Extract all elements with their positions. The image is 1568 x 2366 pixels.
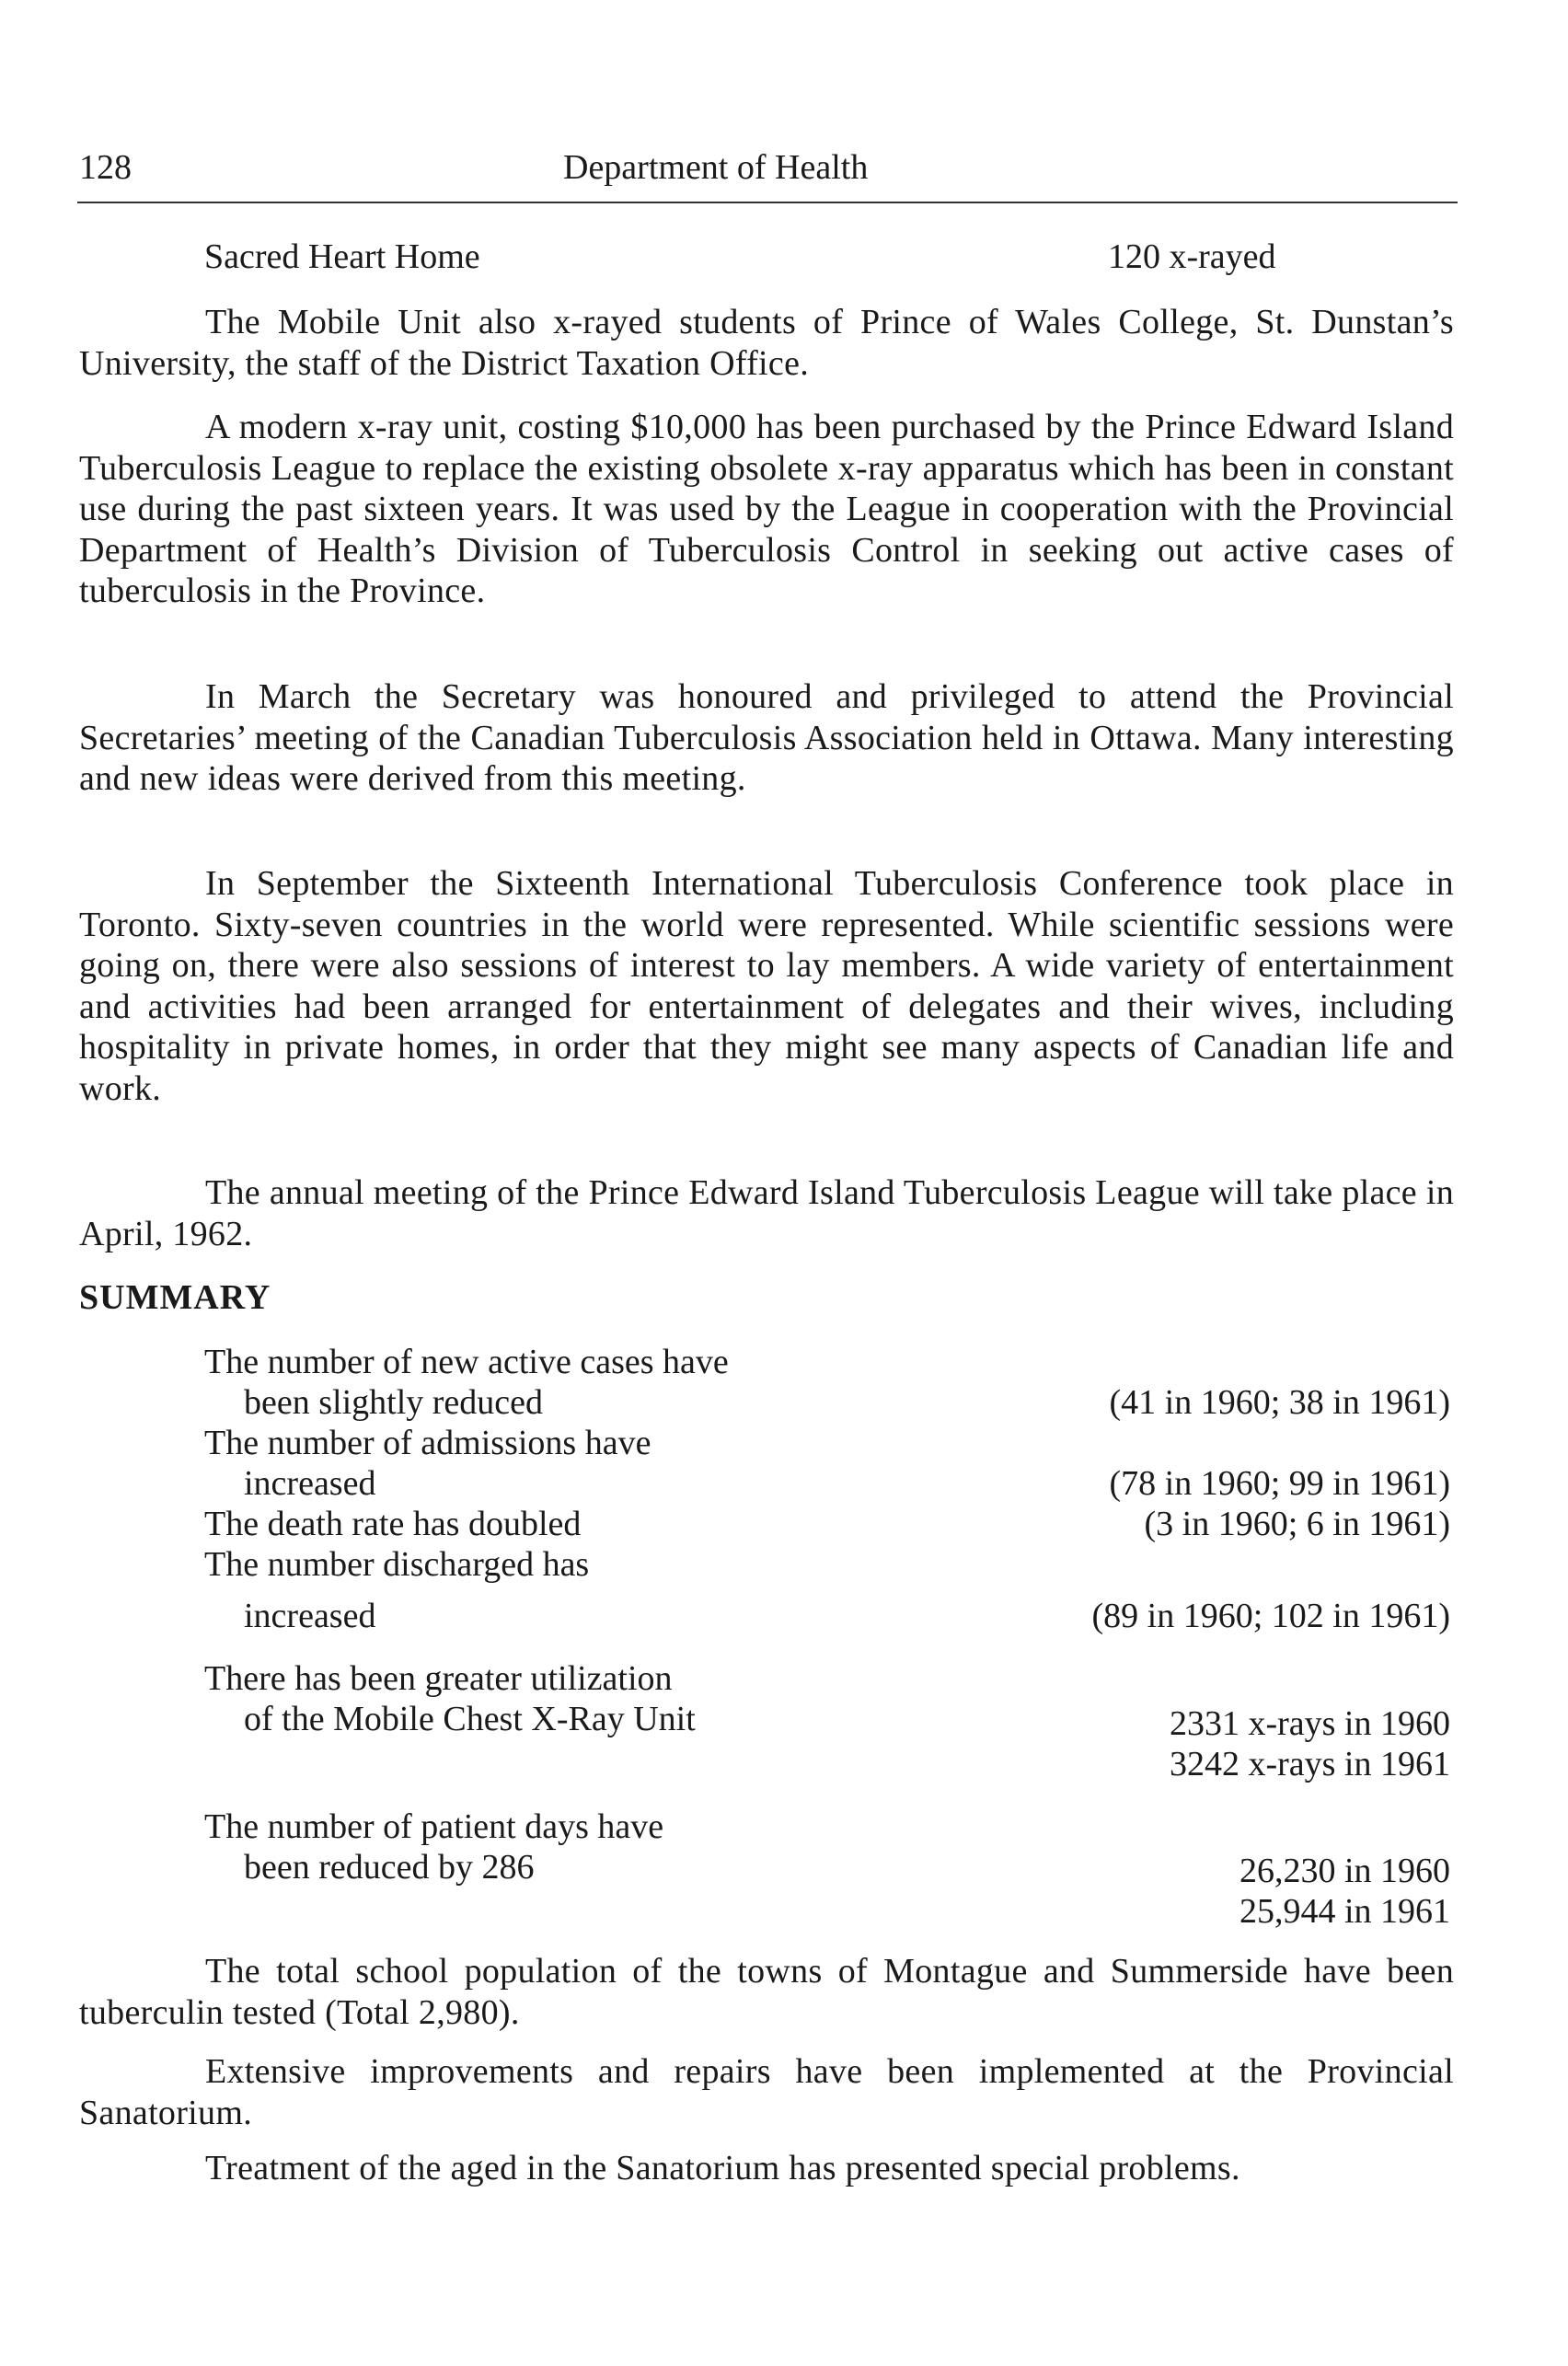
institution-name: Sacred Heart Home: [204, 237, 480, 276]
paragraph-aged-treatment: Treatment of the aged in the Sanatorium has presented special problems.: [205, 2149, 1240, 2187]
summary-item-label: increased: [244, 1464, 376, 1503]
summary-item-label: The number discharged has: [204, 1545, 590, 1584]
summary-item-label: The number of admissions have: [204, 1424, 651, 1462]
summary-item-value: (78 in 1960; 99 in 1961): [1109, 1464, 1450, 1503]
summary-item-label: The number of new active cases have: [204, 1343, 729, 1381]
running-title: Department of Health: [563, 148, 869, 187]
summary-item-label: increased: [244, 1597, 376, 1635]
summary-item-label: been slightly reduced: [244, 1383, 544, 1422]
paragraph-annual-meeting: The annual meeting of the Prince Edward Island Tuberculosis League will take place in April, 1962.: [79, 1173, 1454, 1253]
paragraph-mobile-unit: The Mobile Unit also x-rayed students of Prince of Wales College, St. Dunstan’s University, the staff of the District Taxation Office.: [79, 303, 1454, 383]
page-number: 128: [79, 148, 132, 187]
summary-item-label: The death rate has doubled: [204, 1505, 582, 1543]
summary-item-value: 3242 x-rays in 1961: [1169, 1745, 1450, 1783]
summary-item-label: There has been greater utilization: [204, 1659, 673, 1698]
summary-item-label: The number of patient days have: [204, 1807, 664, 1846]
summary-item-value: 26,230 in 1960: [1239, 1852, 1450, 1890]
paragraph-school-testing: The total school population of the towns of Montague and Summerside have been tuberculin tested (Total 2,980).: [79, 1952, 1454, 2032]
paragraph-xray-unit: A modern x-ray unit, costing $10,000 has been purchased by the Prince Edward Island Tuberculosis League to replace the existing obsolete x-ray apparatus which has been in constant use during the past sixteen years. It was used by the League in cooperation with the Provincial Department of Health’s Division of Tuberculosis Control in seeking out active cases of tuberculosis in the Province.: [79, 408, 1454, 610]
summary-item-value: 2331 x-rays in 1960: [1169, 1704, 1450, 1743]
summary-item-label: been reduced by 286: [244, 1848, 535, 1887]
summary-item-value: (89 in 1960; 102 in 1961): [1091, 1597, 1450, 1635]
institution-value: 120 x-rayed: [1108, 237, 1276, 276]
paragraph-toronto-conference: In September the Sixteenth International Tuberculosis Conference took place in Toronto. Sixty-seven countries in the world were represented. While scientific sessions were going on, there were also sessions of interest to lay members. A wide variety of entertainment and activities had been arranged for entertainment of delegates and their wives, including hospitality in private homes, in order that they might see many aspects of Canadian life and work.: [79, 864, 1454, 1108]
summary-item-value: 25,944 in 1961: [1239, 1892, 1450, 1931]
header-rule: [77, 202, 1458, 203]
summary-item-label: of the Mobile Chest X-Ray Unit: [244, 1700, 696, 1738]
paragraph-ottawa-meeting: In March the Secretary was honoured and privileged to attend the Provincial Secretaries’ meeting of the Canadian Tuberculosis Association held in Ottawa. Many interesting and new ideas were derived from this meeting.: [79, 677, 1454, 798]
summary-item-value: (41 in 1960; 38 in 1961): [1109, 1383, 1450, 1422]
summary-item-value: (3 in 1960; 6 in 1961): [1144, 1505, 1450, 1543]
summary-heading: SUMMARY: [79, 1278, 271, 1317]
paragraph-sanatorium-repairs: Extensive improvements and repairs have been implemented at the Provincial Sanatorium.: [79, 2052, 1454, 2132]
